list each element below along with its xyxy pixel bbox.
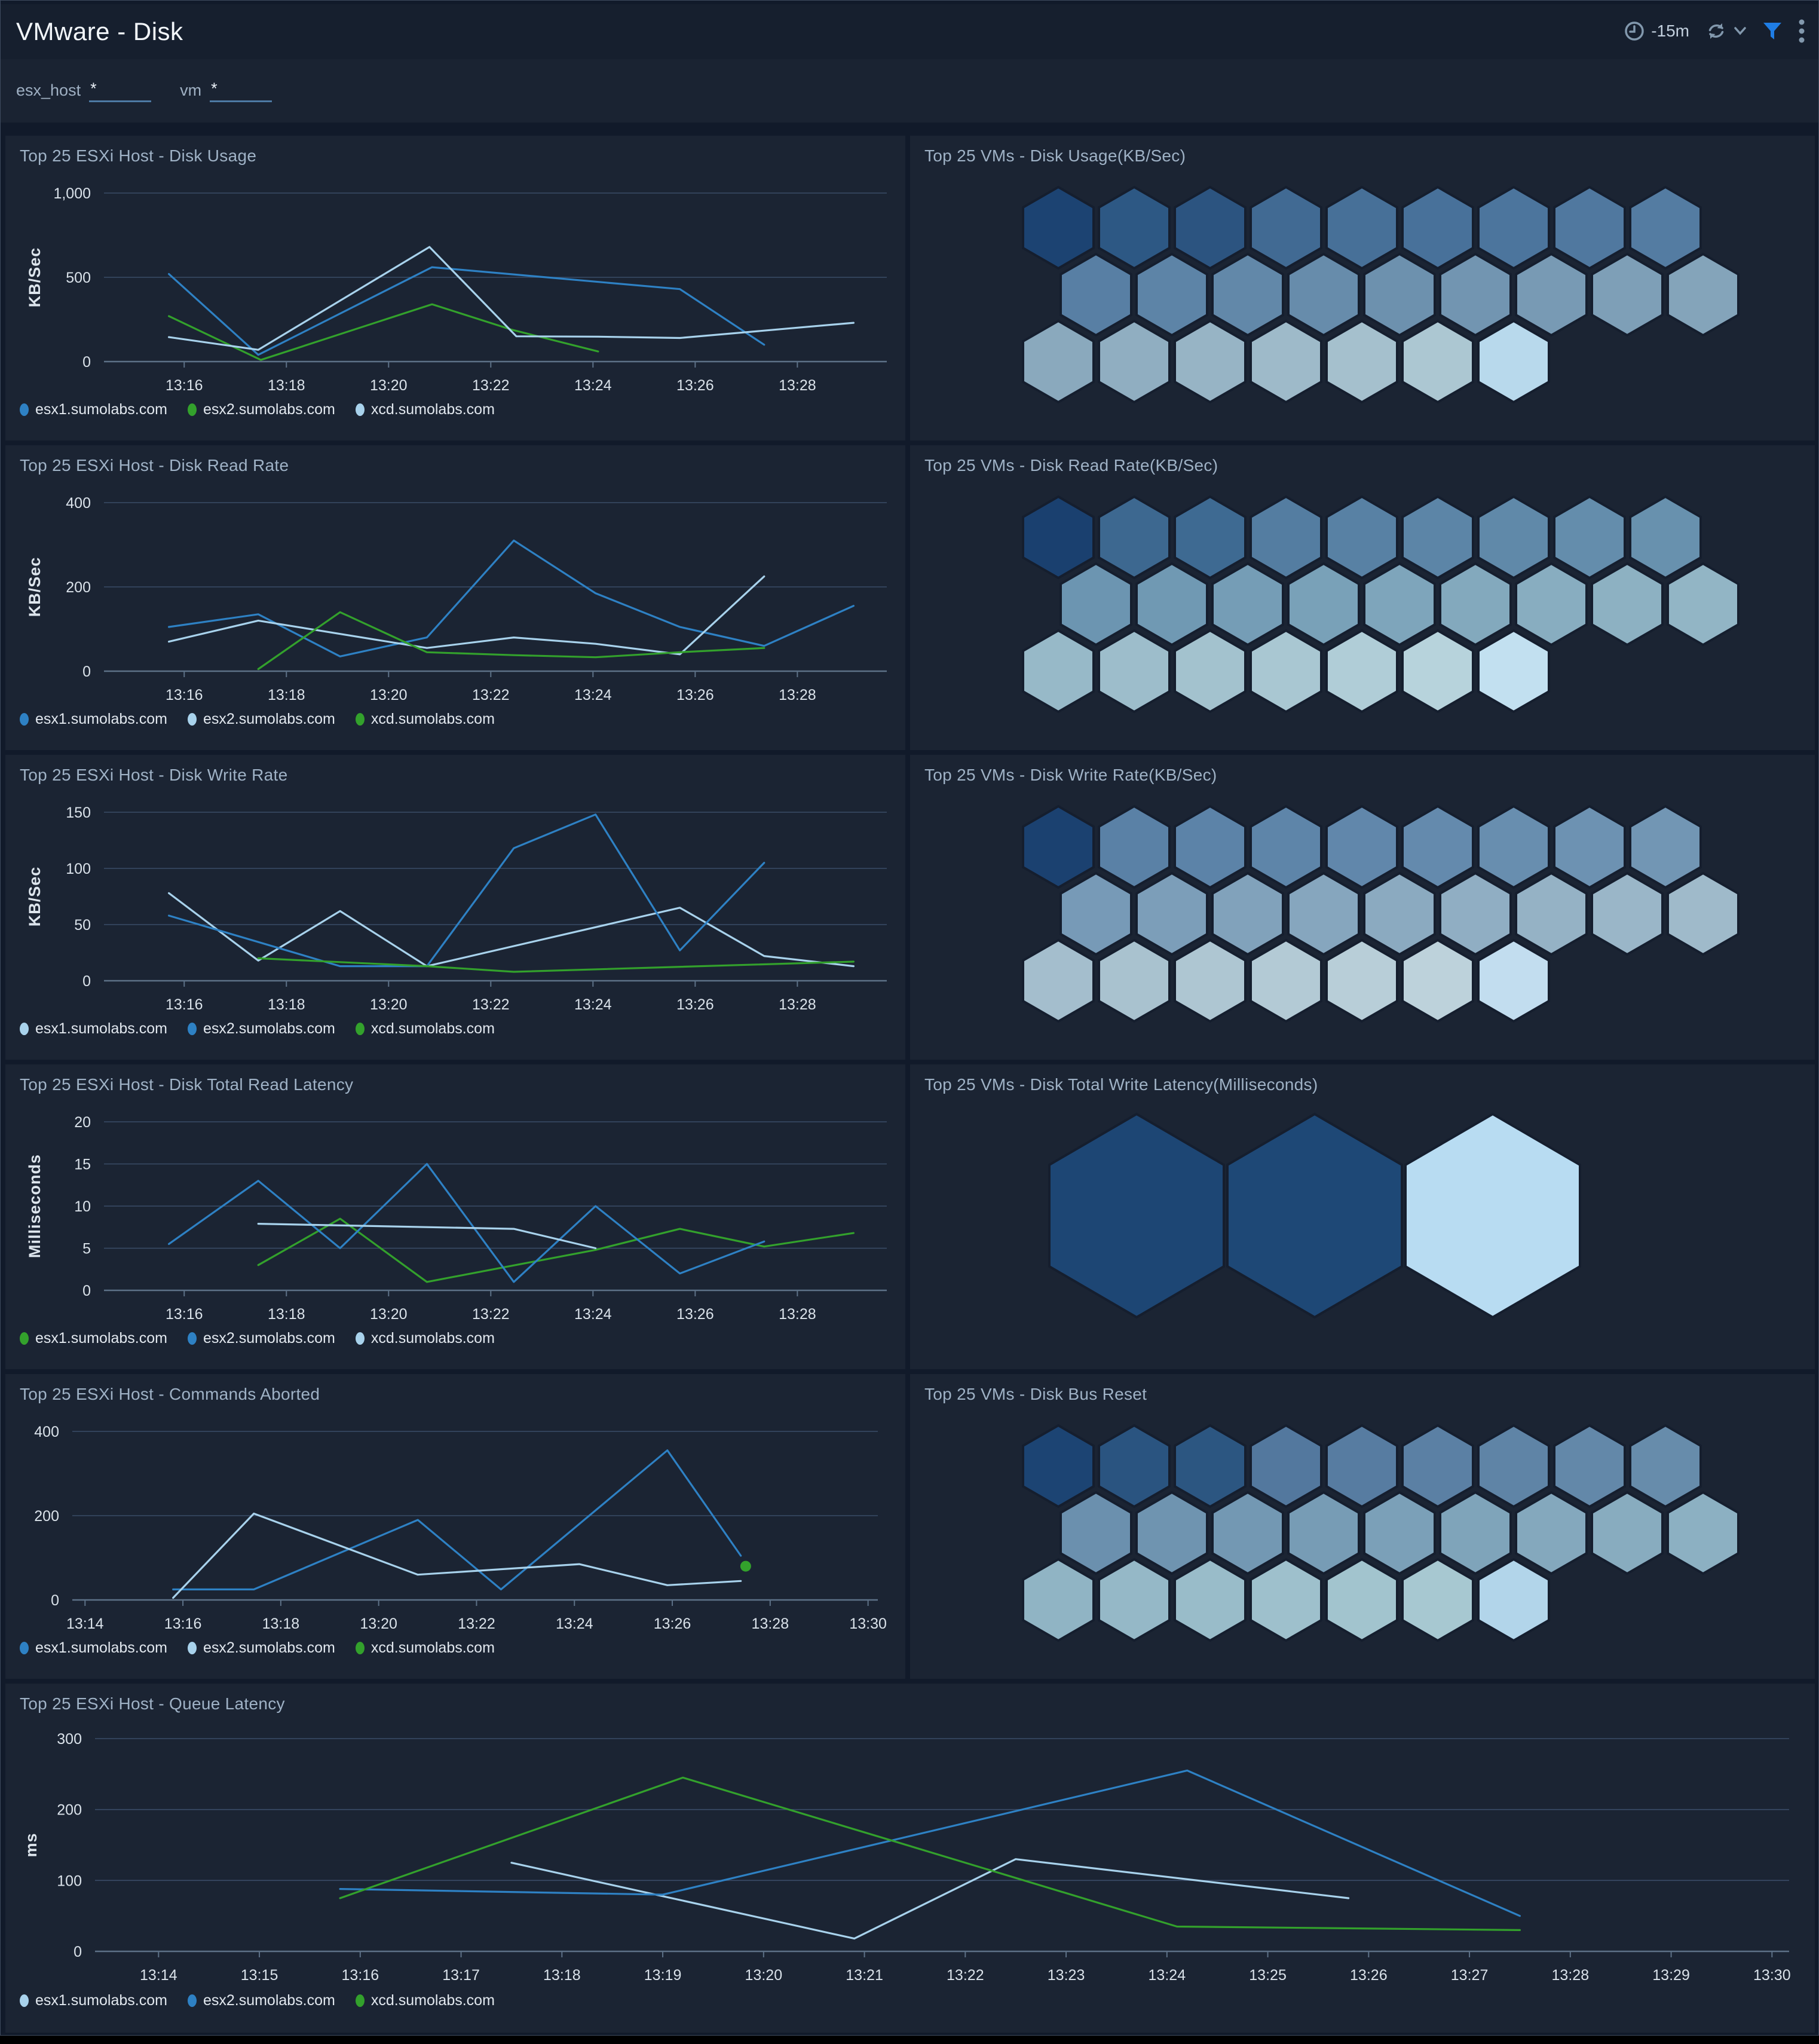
honeycomb-cell[interactable]: [1099, 1559, 1169, 1641]
svg-text:13:22: 13:22: [472, 1306, 510, 1323]
honeycomb-cell[interactable]: [1402, 1425, 1473, 1507]
legend: [20, 1020, 495, 1038]
honeycomb-cell[interactable]: [1592, 1492, 1662, 1574]
svg-text:13:17: 13:17: [442, 1967, 480, 1984]
svg-text:13:16: 13:16: [165, 1306, 203, 1323]
svg-text:13:22: 13:22: [472, 377, 510, 394]
honeycomb-cell[interactable]: [1099, 1425, 1169, 1507]
svg-text:13:15: 13:15: [240, 1967, 278, 1984]
honeycomb-cell[interactable]: [1402, 187, 1473, 268]
honeycomb-cell[interactable]: [1554, 497, 1625, 578]
legend-dot: [356, 1023, 365, 1035]
honeycomb-cell[interactable]: [1478, 631, 1549, 712]
honeycomb-chart-disk-write-rate[interactable]: [910, 755, 1815, 1060]
svg-text:13:20: 13:20: [370, 996, 408, 1013]
legend-label: esx2.sumolabs.com: [203, 1020, 335, 1037]
svg-text:13:24: 13:24: [574, 996, 612, 1013]
honeycomb-cell[interactable]: [1137, 1492, 1207, 1574]
legend-label: esx1.sumolabs.com: [35, 1992, 167, 2009]
honeycomb-cell[interactable]: [1099, 806, 1169, 888]
honeycomb-cell[interactable]: [1137, 873, 1207, 954]
honeycomb-cell[interactable]: [1023, 940, 1094, 1021]
honeycomb-cell[interactable]: [1023, 1425, 1094, 1507]
legend: [20, 1639, 495, 1657]
honeycomb-cell[interactable]: [1288, 254, 1359, 335]
legend-dot: [188, 1332, 197, 1345]
legend-item[interactable]: [20, 1992, 167, 2009]
legend-item[interactable]: [20, 1639, 167, 1657]
svg-text:13:22: 13:22: [472, 687, 510, 703]
esx-host-input[interactable]: *: [89, 79, 151, 102]
honeycomb-cell[interactable]: [1478, 940, 1549, 1021]
legend-item[interactable]: [20, 1330, 167, 1347]
panel-title: Top 25 ESXi Host - Commands Aborted: [20, 1385, 320, 1403]
svg-text:13:22: 13:22: [947, 1967, 984, 1984]
honeycomb-cell[interactable]: [1440, 564, 1511, 645]
svg-text:13:18: 13:18: [262, 1615, 300, 1632]
honeycomb-cell[interactable]: [1478, 187, 1549, 268]
honeycomb-cell[interactable]: [1049, 1114, 1224, 1317]
svg-text:13:16: 13:16: [165, 687, 203, 703]
legend-label: xcd.sumolabs.com: [370, 1020, 495, 1037]
chevron-down-icon: [1734, 26, 1747, 36]
svg-text:5: 5: [82, 1240, 91, 1257]
honeycomb-cell[interactable]: [1630, 187, 1701, 268]
svg-text:13:24: 13:24: [1148, 1967, 1186, 1984]
honeycomb-cell[interactable]: [1327, 806, 1397, 888]
svg-text:13:26: 13:26: [653, 1615, 691, 1632]
svg-text:ms: ms: [22, 1832, 40, 1858]
honeycomb-chart-disk-usage[interactable]: [910, 136, 1815, 440]
legend: [20, 1330, 495, 1347]
honeycomb-cell[interactable]: [1405, 1114, 1580, 1317]
svg-text:0: 0: [82, 973, 91, 990]
panel-esxi-disk-usage: [5, 136, 905, 440]
honeycomb-cell[interactable]: [1175, 806, 1245, 888]
filter-bar: [1, 59, 1818, 123]
honeycomb-cell[interactable]: [1592, 873, 1662, 954]
honeycomb-cell[interactable]: [1364, 1492, 1435, 1574]
honeycomb-cell[interactable]: [1327, 321, 1397, 402]
svg-text:KB/Sec: KB/Sec: [26, 556, 44, 617]
svg-text:KB/Sec: KB/Sec: [26, 866, 44, 927]
honeycomb-cell[interactable]: [1288, 564, 1359, 645]
svg-text:13:18: 13:18: [267, 687, 305, 703]
honeycomb-cell[interactable]: [1175, 940, 1245, 1021]
svg-text:0: 0: [51, 1592, 59, 1609]
legend-label: esx2.sumolabs.com: [203, 401, 335, 418]
honeycomb-cell[interactable]: [1251, 1559, 1321, 1641]
legend-label: xcd.sumolabs.com: [370, 1992, 495, 2009]
svg-text:13:22: 13:22: [472, 996, 510, 1013]
legend-dot: [188, 1994, 197, 2007]
honeycomb-cell[interactable]: [1099, 321, 1169, 402]
legend-dot: [188, 1023, 197, 1035]
filter-label: esx_host: [16, 81, 81, 99]
legend-label: esx1.sumolabs.com: [35, 1639, 167, 1656]
honeycomb-cell[interactable]: [1061, 564, 1131, 645]
honeycomb-cell[interactable]: [1251, 321, 1321, 402]
honeycomb-cell[interactable]: [1402, 1559, 1473, 1641]
svg-text:15: 15: [74, 1156, 91, 1173]
panel-title: Top 25 VMs - Disk Bus Reset: [924, 1385, 1147, 1403]
honeycomb-chart-disk-bus-reset[interactable]: [910, 1374, 1815, 1679]
panel-title: Top 25 VMs - Disk Usage(KB/Sec): [924, 146, 1186, 165]
panel-title: Top 25 VMs - Disk Write Rate(KB/Sec): [924, 766, 1217, 784]
svg-text:13:18: 13:18: [543, 1967, 581, 1984]
svg-text:13:20: 13:20: [370, 1306, 408, 1323]
legend-label: xcd.sumolabs.com: [370, 401, 495, 418]
honeycomb-cell[interactable]: [1364, 873, 1435, 954]
honeycomb-cell[interactable]: [1327, 1425, 1397, 1507]
honeycomb-cell[interactable]: [1327, 497, 1397, 578]
honeycomb-cell[interactable]: [1023, 187, 1094, 268]
svg-text:13:21: 13:21: [846, 1967, 883, 1984]
svg-text:400: 400: [34, 1424, 59, 1440]
legend-item[interactable]: [188, 401, 335, 418]
honeycomb-cell[interactable]: [1516, 1492, 1587, 1574]
svg-text:500: 500: [66, 270, 91, 286]
honeycomb-cell[interactable]: [1668, 564, 1738, 645]
svg-text:400: 400: [66, 495, 91, 512]
legend-label: esx1.sumolabs.com: [35, 1330, 167, 1347]
legend-label: esx2.sumolabs.com: [203, 1639, 335, 1656]
honeycomb-cell[interactable]: [1251, 806, 1321, 888]
svg-text:13:20: 13:20: [370, 377, 408, 394]
honeycomb-cell[interactable]: [1251, 940, 1321, 1021]
honeycomb-cell[interactable]: [1251, 187, 1321, 268]
svg-text:13:27: 13:27: [1450, 1967, 1489, 1984]
svg-text:13:26: 13:26: [676, 1306, 714, 1323]
honeycomb-cell[interactable]: [1137, 254, 1207, 335]
header: [1, 4, 1818, 59]
honeycomb-cell[interactable]: [1212, 564, 1283, 645]
svg-text:150: 150: [66, 804, 91, 821]
legend-item[interactable]: [356, 711, 495, 728]
honeycomb-cell[interactable]: [1402, 806, 1473, 888]
panel-esxi-disk-write-rate: [5, 755, 905, 1060]
legend-dot: [20, 1332, 29, 1345]
legend: [20, 401, 495, 418]
clock-icon: [1624, 20, 1645, 42]
svg-text:13:14: 13:14: [140, 1967, 177, 1984]
legend-dot: [20, 1023, 29, 1035]
honeycomb-cell[interactable]: [1440, 254, 1511, 335]
honeycomb-cell[interactable]: [1592, 254, 1662, 335]
vm-input[interactable]: *: [210, 79, 272, 102]
honeycomb-cell[interactable]: [1251, 1425, 1321, 1507]
honeycomb-cell[interactable]: [1061, 873, 1131, 954]
honeycomb-cell[interactable]: [1175, 321, 1245, 402]
filter-esx-host: [16, 79, 151, 102]
honeycomb-cell[interactable]: [1099, 187, 1169, 268]
panel-esxi-disk-read-rate: [5, 445, 905, 750]
honeycomb-cell[interactable]: [1023, 631, 1094, 712]
line-chart-disk-read-rate[interactable]: [5, 445, 905, 750]
legend-dot: [356, 1332, 365, 1345]
svg-text:13:16: 13:16: [341, 1967, 379, 1984]
honeycomb-cell[interactable]: [1478, 806, 1549, 888]
legend-item[interactable]: [20, 1020, 167, 1038]
panel-title: Top 25 ESXi Host - Disk Total Read Latency: [20, 1075, 354, 1094]
honeycomb-cell[interactable]: [1478, 497, 1549, 578]
svg-text:13:30: 13:30: [1753, 1967, 1791, 1984]
panel-vms-disk-total-write-latency: [910, 1064, 1815, 1369]
legend-item[interactable]: [188, 1330, 335, 1347]
honeycomb-cell[interactable]: [1023, 321, 1094, 402]
legend-item[interactable]: [356, 1992, 495, 2009]
svg-text:300: 300: [57, 1731, 82, 1748]
honeycomb-cell[interactable]: [1175, 1559, 1245, 1641]
honeycomb-cell[interactable]: [1440, 1492, 1511, 1574]
honeycomb-cell[interactable]: [1061, 254, 1131, 335]
legend-dot: [20, 713, 29, 726]
honeycomb-cell[interactable]: [1099, 497, 1169, 578]
panel-title: Top 25 ESXi Host - Disk Write Rate: [20, 766, 288, 784]
legend-item[interactable]: [20, 711, 167, 728]
svg-text:13:18: 13:18: [267, 996, 305, 1013]
honeycomb-cell[interactable]: [1402, 940, 1473, 1021]
page-title: VMware - Disk: [16, 17, 183, 45]
legend-label: xcd.sumolabs.com: [370, 1330, 495, 1347]
svg-text:100: 100: [66, 861, 91, 877]
honeycomb-cell[interactable]: [1251, 631, 1321, 712]
honeycomb-cell[interactable]: [1175, 1425, 1245, 1507]
honeycomb-cell[interactable]: [1099, 631, 1169, 712]
honeycomb-cell[interactable]: [1061, 1492, 1131, 1574]
svg-text:13:22: 13:22: [458, 1615, 495, 1632]
legend-dot: [188, 1642, 197, 1654]
honeycomb-cell[interactable]: [1630, 497, 1701, 578]
honeycomb-cell[interactable]: [1288, 1492, 1359, 1574]
legend-item[interactable]: [188, 711, 335, 728]
svg-text:0: 0: [82, 354, 91, 371]
svg-text:13:24: 13:24: [555, 1615, 593, 1632]
svg-text:100: 100: [57, 1872, 82, 1890]
legend-label: xcd.sumolabs.com: [370, 1639, 495, 1656]
legend-dot: [20, 403, 29, 416]
honeycomb-chart-disk-read-rate[interactable]: [910, 445, 1815, 750]
panel-vms-disk-usage: [910, 136, 1815, 440]
honeycomb-cell[interactable]: [1478, 321, 1549, 402]
honeycomb-cell[interactable]: [1212, 873, 1283, 954]
honeycomb-cell[interactable]: [1668, 873, 1738, 954]
time-range-button[interactable]: [1624, 20, 1689, 42]
honeycomb-cell[interactable]: [1554, 806, 1625, 888]
legend-item[interactable]: [356, 1330, 495, 1347]
svg-text:50: 50: [74, 917, 91, 934]
honeycomb-cell[interactable]: [1327, 1559, 1397, 1641]
svg-text:13:16: 13:16: [165, 377, 203, 394]
legend-item[interactable]: [188, 1992, 335, 2009]
honeycomb-cell[interactable]: [1668, 254, 1738, 335]
honeycomb-cell[interactable]: [1212, 254, 1283, 335]
svg-text:0: 0: [82, 1283, 91, 1299]
svg-text:13:28: 13:28: [1551, 1967, 1590, 1984]
time-range-label: -15m: [1651, 22, 1689, 40]
svg-text:13:14: 13:14: [66, 1615, 104, 1632]
legend-label: esx2.sumolabs.com: [203, 711, 335, 727]
legend-item[interactable]: [356, 401, 495, 418]
honeycomb-cell[interactable]: [1023, 497, 1094, 578]
honeycomb-cell[interactable]: [1440, 873, 1511, 954]
refresh-button[interactable]: [1705, 20, 1747, 42]
panel-title: Top 25 ESXi Host - Queue Latency: [20, 1694, 285, 1713]
legend-dot: [356, 713, 365, 726]
svg-text:13:23: 13:23: [1047, 1967, 1085, 1984]
svg-text:13:26: 13:26: [676, 687, 714, 703]
svg-text:13:20: 13:20: [360, 1615, 397, 1632]
line-chart-disk-total-read-latency[interactable]: [5, 1064, 905, 1369]
honeycomb-cell[interactable]: [1668, 1492, 1738, 1574]
panel-title: Top 25 VMs - Disk Total Write Latency(Milliseconds): [924, 1075, 1318, 1094]
honeycomb-cell[interactable]: [1592, 564, 1662, 645]
legend-dot: [188, 403, 197, 416]
honeycomb-cell[interactable]: [1227, 1114, 1402, 1317]
honeycomb-cell[interactable]: [1402, 631, 1473, 712]
honeycomb-cell[interactable]: [1364, 564, 1435, 645]
honeycomb-cell[interactable]: [1516, 254, 1587, 335]
panel-esxi-queue-latency: [5, 1684, 1815, 2033]
legend-item[interactable]: [356, 1639, 495, 1657]
kebab-menu-icon[interactable]: [1798, 19, 1805, 44]
svg-text:13:18: 13:18: [267, 1306, 305, 1323]
svg-text:200: 200: [34, 1508, 59, 1525]
panel-title: Top 25 ESXi Host - Disk Usage: [20, 146, 257, 165]
svg-text:13:20: 13:20: [745, 1967, 783, 1984]
filter-icon[interactable]: [1762, 20, 1783, 42]
svg-text:13:24: 13:24: [574, 377, 612, 394]
legend-label: esx2.sumolabs.com: [203, 1330, 335, 1347]
legend-item[interactable]: [356, 1020, 495, 1038]
honeycomb-cell[interactable]: [1402, 321, 1473, 402]
panel-esxi-commands-aborted: [5, 1374, 905, 1679]
svg-text:13:24: 13:24: [574, 687, 612, 703]
honeycomb-cell[interactable]: [1251, 497, 1321, 578]
svg-text:13:26: 13:26: [676, 996, 714, 1013]
honeycomb-cell[interactable]: [1175, 497, 1245, 578]
svg-text:13:29: 13:29: [1652, 1967, 1690, 1984]
svg-text:13:16: 13:16: [165, 996, 203, 1013]
line-chart-disk-usage[interactable]: [5, 136, 905, 440]
legend-label: esx1.sumolabs.com: [35, 711, 167, 727]
legend: [20, 1992, 495, 2009]
legend-label: esx1.sumolabs.com: [35, 401, 167, 418]
honeycomb-cell[interactable]: [1175, 631, 1245, 712]
svg-text:1,000: 1,000: [53, 185, 91, 202]
panel-vms-disk-bus-reset: [910, 1374, 1815, 1679]
honeycomb-cell[interactable]: [1327, 631, 1397, 712]
svg-text:13:24: 13:24: [574, 1306, 612, 1323]
svg-text:13:28: 13:28: [779, 996, 816, 1013]
svg-text:13:30: 13:30: [849, 1615, 887, 1632]
svg-text:200: 200: [57, 1801, 82, 1819]
honeycomb-cell[interactable]: [1630, 1425, 1701, 1507]
legend-label: esx2.sumolabs.com: [203, 1992, 335, 2009]
legend-label: xcd.sumolabs.com: [370, 711, 495, 727]
honeycomb-cell[interactable]: [1364, 254, 1435, 335]
honeycomb-cell[interactable]: [1478, 1425, 1549, 1507]
svg-text:13:18: 13:18: [267, 377, 305, 394]
legend-item[interactable]: [20, 401, 167, 418]
honeycomb-cell[interactable]: [1516, 564, 1587, 645]
honeycomb-cell[interactable]: [1137, 564, 1207, 645]
svg-text:200: 200: [66, 579, 91, 596]
legend-dot: [356, 403, 365, 416]
filter-vm: [180, 79, 272, 102]
legend-label: esx1.sumolabs.com: [35, 1020, 167, 1037]
svg-text:13:28: 13:28: [779, 1306, 816, 1323]
honeycomb-cell[interactable]: [1175, 187, 1245, 268]
filter-label: vm: [180, 81, 202, 99]
honeycomb-cell[interactable]: [1327, 187, 1397, 268]
legend-dot: [188, 713, 197, 726]
panel-vms-disk-write-rate: [910, 755, 1815, 1060]
honeycomb-cell[interactable]: [1023, 806, 1094, 888]
svg-text:13:19: 13:19: [644, 1967, 682, 1984]
refresh-icon: [1705, 20, 1728, 42]
honeycomb-cell[interactable]: [1327, 940, 1397, 1021]
panel-vms-disk-read-rate: [910, 445, 1815, 750]
svg-text:13:26: 13:26: [1350, 1967, 1388, 1984]
honeycomb-cell[interactable]: [1630, 806, 1701, 888]
line-chart-commands-aborted[interactable]: [5, 1374, 905, 1679]
honeycomb-cell[interactable]: [1554, 187, 1625, 268]
svg-text:KB/Sec: KB/Sec: [26, 247, 44, 308]
honeycomb-cell[interactable]: [1212, 1492, 1283, 1574]
svg-text:13:28: 13:28: [751, 1615, 789, 1632]
honeycomb-chart-disk-total-write-latency[interactable]: [910, 1064, 1815, 1369]
svg-text:13:25: 13:25: [1249, 1967, 1287, 1984]
line-chart-queue-latency[interactable]: [5, 1684, 1815, 2033]
panel-title: Top 25 VMs - Disk Read Rate(KB/Sec): [924, 456, 1218, 475]
svg-text:13:20: 13:20: [370, 687, 408, 703]
svg-text:13:28: 13:28: [779, 687, 816, 703]
svg-text:0: 0: [74, 1944, 82, 1960]
legend-dot: [20, 1994, 29, 2007]
svg-text:Milliseconds: Milliseconds: [26, 1153, 44, 1259]
legend: [20, 711, 495, 728]
svg-text:0: 0: [82, 663, 91, 680]
honeycomb-cell[interactable]: [1554, 1425, 1625, 1507]
legend-dot: [356, 1642, 365, 1654]
header-controls: [1624, 19, 1805, 44]
legend-item[interactable]: [188, 1020, 335, 1038]
honeycomb-cell[interactable]: [1023, 1559, 1094, 1641]
honeycomb-cell[interactable]: [1402, 497, 1473, 578]
line-chart-disk-write-rate[interactable]: [5, 755, 905, 1060]
honeycomb-cell[interactable]: [1099, 940, 1169, 1021]
svg-text:13:16: 13:16: [164, 1615, 202, 1632]
legend-dot: [20, 1642, 29, 1654]
panel-esxi-disk-total-read-latency: [5, 1064, 905, 1369]
legend-dot: [356, 1994, 365, 2007]
honeycomb-cell[interactable]: [1288, 873, 1359, 954]
svg-text:13:28: 13:28: [779, 377, 816, 394]
panel-title: Top 25 ESXi Host - Disk Read Rate: [20, 456, 289, 475]
svg-text:20: 20: [74, 1114, 91, 1131]
honeycomb-cell[interactable]: [1478, 1559, 1549, 1641]
svg-text:13:26: 13:26: [676, 377, 714, 394]
honeycomb-cell[interactable]: [1516, 873, 1587, 954]
legend-item[interactable]: [188, 1639, 335, 1657]
svg-text:10: 10: [74, 1198, 91, 1215]
